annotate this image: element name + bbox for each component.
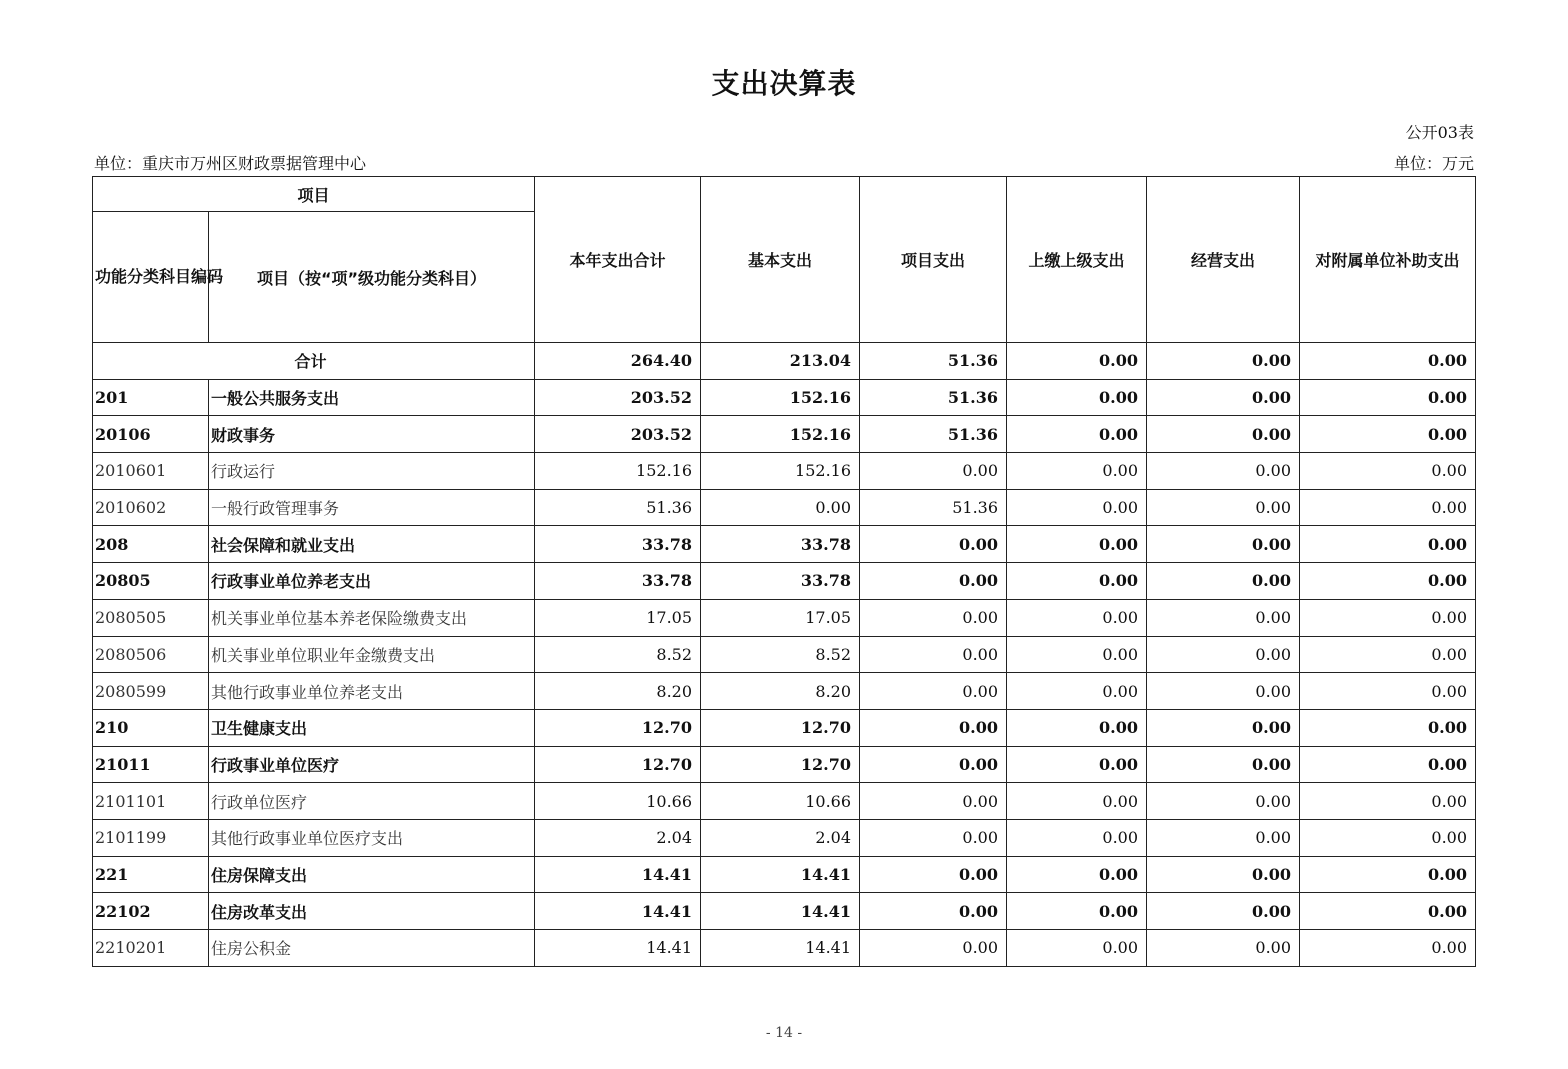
project-cell: 0.00 bbox=[860, 563, 1007, 600]
table-row bbox=[93, 709, 1476, 746]
header-name: 项目（按“项”级功能分类科目） bbox=[209, 212, 535, 343]
table-row bbox=[93, 930, 1476, 967]
subsidy-cell: 0.00 bbox=[1300, 673, 1476, 710]
table-row bbox=[93, 856, 1476, 893]
subsidy-cell: 0.00 bbox=[1300, 343, 1476, 380]
expenditure-table bbox=[92, 176, 1476, 967]
code-cell: 2210201 bbox=[93, 930, 209, 967]
project-cell: 0.00 bbox=[860, 709, 1007, 746]
header-project: 项目 bbox=[93, 177, 535, 212]
total-cell: 33.78 bbox=[535, 526, 701, 563]
business-cell: 0.00 bbox=[1147, 453, 1300, 490]
project-cell: 0.00 bbox=[860, 673, 1007, 710]
code-cell: 2010601 bbox=[93, 453, 209, 490]
table-row bbox=[93, 379, 1476, 416]
project-cell: 0.00 bbox=[860, 856, 1007, 893]
upper-cell: 0.00 bbox=[1007, 599, 1147, 636]
total-cell: 203.52 bbox=[535, 416, 701, 453]
name-cell: 行政事业单位养老支出 bbox=[209, 563, 535, 600]
total-row bbox=[93, 343, 1476, 380]
name-cell: 行政单位医疗 bbox=[209, 783, 535, 820]
name-cell: 一般公共服务支出 bbox=[209, 379, 535, 416]
basic-cell: 14.41 bbox=[701, 893, 860, 930]
table-row bbox=[93, 453, 1476, 490]
upper-cell: 0.00 bbox=[1007, 526, 1147, 563]
name-cell: 住房改革支出 bbox=[209, 893, 535, 930]
total-cell: 8.52 bbox=[535, 636, 701, 673]
subsidy-cell: 0.00 bbox=[1300, 819, 1476, 856]
form-number: 公开03表 bbox=[1405, 123, 1474, 142]
name-cell: 其他行政事业单位养老支出 bbox=[209, 673, 535, 710]
upper-cell: 0.00 bbox=[1007, 489, 1147, 526]
project-cell: 51.36 bbox=[860, 416, 1007, 453]
table-row bbox=[93, 563, 1476, 600]
code-cell: 2010602 bbox=[93, 489, 209, 526]
project-cell: 51.36 bbox=[860, 379, 1007, 416]
business-cell: 0.00 bbox=[1147, 343, 1300, 380]
code-cell: 208 bbox=[93, 526, 209, 563]
total-cell: 14.41 bbox=[535, 893, 701, 930]
basic-cell: 17.05 bbox=[701, 599, 860, 636]
basic-cell: 14.41 bbox=[701, 856, 860, 893]
code-cell: 2101199 bbox=[93, 819, 209, 856]
basic-cell: 152.16 bbox=[701, 416, 860, 453]
code-cell: 21011 bbox=[93, 746, 209, 783]
code-cell: 22102 bbox=[93, 893, 209, 930]
name-cell: 卫生健康支出 bbox=[209, 709, 535, 746]
table-row bbox=[93, 599, 1476, 636]
basic-cell: 33.78 bbox=[701, 563, 860, 600]
upper-cell: 0.00 bbox=[1007, 379, 1147, 416]
upper-cell: 0.00 bbox=[1007, 709, 1147, 746]
project-cell: 0.00 bbox=[860, 453, 1007, 490]
name-cell: 住房保障支出 bbox=[209, 856, 535, 893]
project-cell: 0.00 bbox=[860, 930, 1007, 967]
subsidy-cell: 0.00 bbox=[1300, 783, 1476, 820]
header-subsidy: 对附属单位补助支出 bbox=[1300, 177, 1476, 343]
business-cell: 0.00 bbox=[1147, 563, 1300, 600]
table-row bbox=[93, 893, 1476, 930]
subsidy-cell: 0.00 bbox=[1300, 489, 1476, 526]
basic-cell: 8.52 bbox=[701, 636, 860, 673]
business-cell: 0.00 bbox=[1147, 636, 1300, 673]
header-upper-payment: 上缴上级支出 bbox=[1007, 177, 1147, 343]
subsidy-cell: 0.00 bbox=[1300, 526, 1476, 563]
project-cell: 0.00 bbox=[860, 636, 1007, 673]
subsidy-cell: 0.00 bbox=[1300, 599, 1476, 636]
basic-cell: 12.70 bbox=[701, 709, 860, 746]
project-cell: 0.00 bbox=[860, 746, 1007, 783]
basic-cell: 33.78 bbox=[701, 526, 860, 563]
business-cell: 0.00 bbox=[1147, 526, 1300, 563]
project-cell: 0.00 bbox=[860, 819, 1007, 856]
name-cell: 行政运行 bbox=[209, 453, 535, 490]
table-row bbox=[93, 489, 1476, 526]
name-cell: 机关事业单位职业年金缴费支出 bbox=[209, 636, 535, 673]
basic-cell: 152.16 bbox=[701, 453, 860, 490]
business-cell: 0.00 bbox=[1147, 709, 1300, 746]
code-cell: 201 bbox=[93, 379, 209, 416]
basic-cell: 10.66 bbox=[701, 783, 860, 820]
upper-cell: 0.00 bbox=[1007, 893, 1147, 930]
name-cell: 社会保障和就业支出 bbox=[209, 526, 535, 563]
upper-cell: 0.00 bbox=[1007, 416, 1147, 453]
table-row bbox=[93, 746, 1476, 783]
code-cell: 2101101 bbox=[93, 783, 209, 820]
project-cell: 51.36 bbox=[860, 489, 1007, 526]
currency-unit: 单位：万元 bbox=[1393, 154, 1474, 173]
table-row bbox=[93, 526, 1476, 563]
reporting-unit: 单位：重庆市万州区财政票据管理中心 bbox=[94, 154, 367, 173]
business-cell: 0.00 bbox=[1147, 599, 1300, 636]
table-row bbox=[93, 673, 1476, 710]
business-cell: 0.00 bbox=[1147, 489, 1300, 526]
project-cell: 0.00 bbox=[860, 599, 1007, 636]
total-cell: 12.70 bbox=[535, 709, 701, 746]
upper-cell: 0.00 bbox=[1007, 930, 1147, 967]
basic-cell: 2.04 bbox=[701, 819, 860, 856]
upper-cell: 0.00 bbox=[1007, 783, 1147, 820]
business-cell: 0.00 bbox=[1147, 673, 1300, 710]
table-row bbox=[93, 416, 1476, 453]
subsidy-cell: 0.00 bbox=[1300, 746, 1476, 783]
total-cell: 2.04 bbox=[535, 819, 701, 856]
business-cell: 0.00 bbox=[1147, 819, 1300, 856]
subsidy-cell: 0.00 bbox=[1300, 379, 1476, 416]
name-cell: 行政事业单位医疗 bbox=[209, 746, 535, 783]
page-title: 支出决算表 bbox=[711, 67, 857, 100]
upper-cell: 0.00 bbox=[1007, 856, 1147, 893]
subsidy-cell: 0.00 bbox=[1300, 856, 1476, 893]
business-cell: 0.00 bbox=[1147, 930, 1300, 967]
upper-cell: 0.00 bbox=[1007, 819, 1147, 856]
basic-cell: 12.70 bbox=[701, 746, 860, 783]
basic-cell: 152.16 bbox=[701, 379, 860, 416]
name-cell: 一般行政管理事务 bbox=[209, 489, 535, 526]
total-cell: 10.66 bbox=[535, 783, 701, 820]
header-basic: 基本支出 bbox=[701, 177, 860, 343]
total-cell: 152.16 bbox=[535, 453, 701, 490]
table-row bbox=[93, 783, 1476, 820]
total-cell: 203.52 bbox=[535, 379, 701, 416]
total-cell: 8.20 bbox=[535, 673, 701, 710]
project-cell: 51.36 bbox=[860, 343, 1007, 380]
business-cell: 0.00 bbox=[1147, 746, 1300, 783]
upper-cell: 0.00 bbox=[1007, 563, 1147, 600]
total-cell: 33.78 bbox=[535, 563, 701, 600]
code-cell: 2080599 bbox=[93, 673, 209, 710]
upper-cell: 0.00 bbox=[1007, 673, 1147, 710]
subsidy-cell: 0.00 bbox=[1300, 930, 1476, 967]
basic-cell: 213.04 bbox=[701, 343, 860, 380]
basic-cell: 14.41 bbox=[701, 930, 860, 967]
total-cell: 14.41 bbox=[535, 856, 701, 893]
code-cell: 20805 bbox=[93, 563, 209, 600]
upper-cell: 0.00 bbox=[1007, 343, 1147, 380]
upper-cell: 0.00 bbox=[1007, 453, 1147, 490]
basic-cell: 8.20 bbox=[701, 673, 860, 710]
subsidy-cell: 0.00 bbox=[1300, 893, 1476, 930]
name-cell: 其他行政事业单位医疗支出 bbox=[209, 819, 535, 856]
subsidy-cell: 0.00 bbox=[1300, 709, 1476, 746]
subsidy-cell: 0.00 bbox=[1300, 636, 1476, 673]
code-cell: 20106 bbox=[93, 416, 209, 453]
code-cell: 221 bbox=[93, 856, 209, 893]
code-cell: 2080505 bbox=[93, 599, 209, 636]
header-project-expenditure: 项目支出 bbox=[860, 177, 1007, 343]
total-cell: 264.40 bbox=[535, 343, 701, 380]
header-business: 经营支出 bbox=[1147, 177, 1300, 343]
business-cell: 0.00 bbox=[1147, 416, 1300, 453]
business-cell: 0.00 bbox=[1147, 893, 1300, 930]
business-cell: 0.00 bbox=[1147, 783, 1300, 820]
total-cell: 17.05 bbox=[535, 599, 701, 636]
upper-cell: 0.00 bbox=[1007, 746, 1147, 783]
code-cell: 210 bbox=[93, 709, 209, 746]
table-row bbox=[93, 819, 1476, 856]
project-cell: 0.00 bbox=[860, 893, 1007, 930]
code-cell: 2080506 bbox=[93, 636, 209, 673]
header-total: 本年支出合计 bbox=[535, 177, 701, 343]
name-cell: 财政事务 bbox=[209, 416, 535, 453]
total-cell: 12.70 bbox=[535, 746, 701, 783]
subsidy-cell: 0.00 bbox=[1300, 563, 1476, 600]
business-cell: 0.00 bbox=[1147, 856, 1300, 893]
project-cell: 0.00 bbox=[860, 783, 1007, 820]
header-code: 功能分类科目编码 bbox=[93, 212, 209, 343]
upper-cell: 0.00 bbox=[1007, 636, 1147, 673]
basic-cell: 0.00 bbox=[701, 489, 860, 526]
total-cell: 51.36 bbox=[535, 489, 701, 526]
page-number: - 14 - bbox=[765, 1025, 803, 1041]
name-cell: 机关事业单位基本养老保险缴费支出 bbox=[209, 599, 535, 636]
table-row bbox=[93, 636, 1476, 673]
name-cell: 住房公积金 bbox=[209, 930, 535, 967]
project-cell: 0.00 bbox=[860, 526, 1007, 563]
subsidy-cell: 0.00 bbox=[1300, 453, 1476, 490]
total-cell: 14.41 bbox=[535, 930, 701, 967]
business-cell: 0.00 bbox=[1147, 379, 1300, 416]
subsidy-cell: 0.00 bbox=[1300, 416, 1476, 453]
total-label: 合计 bbox=[93, 343, 535, 380]
